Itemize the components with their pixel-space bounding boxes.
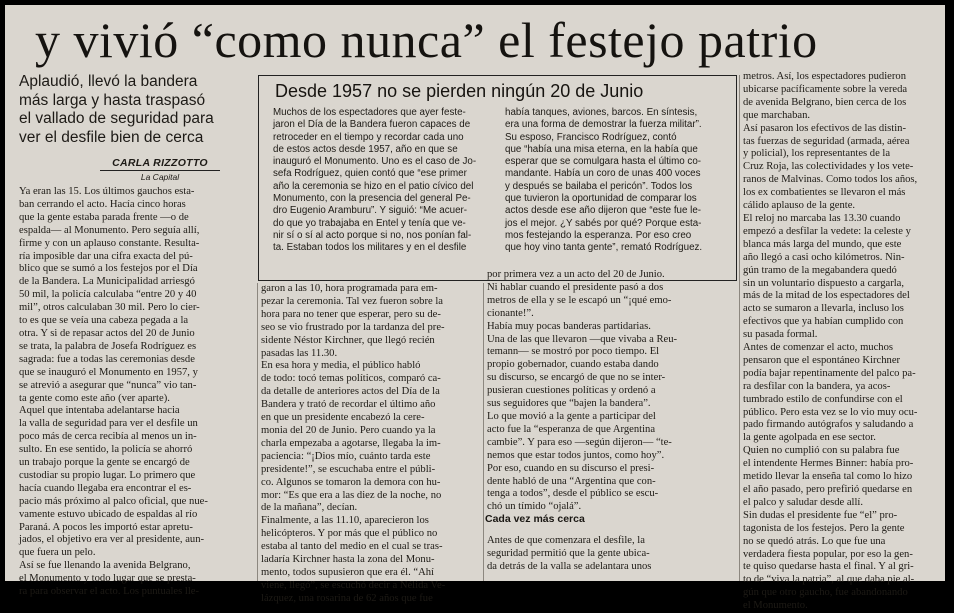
text-line: da detrás de la valla se adelantara unos	[487, 560, 652, 572]
text-line: to es que se veía una cabeza pegada a la	[19, 315, 189, 327]
text-line: ría imposible dar una cifra exacta del pú-	[19, 250, 193, 262]
text-line: Su esposo, Francisco Rodríguez, contó	[505, 131, 677, 143]
text-line: año la ceremonia se hizo en el patio cívico del	[273, 180, 474, 192]
byline	[65, 157, 255, 182]
text-line: 50 mil, la policía calculaba “entre 20 y 40	[19, 289, 197, 301]
text-line: Ya eran las 15. Los últimos gauchos esta-	[19, 186, 195, 197]
text-line: de avenida Belgrano, bien cerca de los	[743, 96, 907, 108]
text-line: Paraná. A pocos les importó estar apretu-	[19, 521, 193, 533]
text-line: sagrada: fue a todas las ceremonias desde	[19, 353, 195, 365]
text-line: Monumento, con la presencia del general Pe-	[273, 193, 471, 205]
subhead: Cada vez más cerca	[485, 513, 585, 525]
text-line: mento, todos supusieron que era él. “Ahí	[261, 566, 434, 578]
text-line: Sin dudas el presidente fue “el” pro-	[743, 509, 898, 521]
byline-publication: La Capital	[140, 172, 180, 182]
text-line: el palco y saludar desde allí.	[743, 496, 864, 508]
text-line: seguridad permitió que la gente ubica-	[487, 547, 650, 559]
text-line: actos desde ese año dijeron que “este fue le-	[505, 205, 702, 217]
text-line: mil”, otros calculaban 30 mil. Pero lo cier-	[19, 302, 200, 314]
text-line: sin un voluntario dispuesto a cargarla,	[743, 277, 905, 289]
text-line: gún que otro gaucho, fue abandonando	[743, 587, 908, 599]
text-line: hora para no tener que esperar, pero su de-	[261, 308, 441, 320]
text-line: to de “viva la patria”, al que daba pie al-	[743, 574, 915, 586]
text-line: Antes de que comenzara el desfile, la	[487, 535, 645, 546]
text-line: paciencia: “¡Dios mío, cuánto tarda este	[261, 450, 431, 462]
text-line: custodiar su propio lugar. Lo primero que	[19, 469, 196, 481]
text-line: tas fuerzas de seguridad (armada, aérea	[743, 135, 910, 147]
text-line: esperar que se comulgara hasta el último co-	[505, 156, 702, 168]
text-line: chó un tímido “ojalá”.	[487, 501, 582, 513]
text-line: acto se sumaron a llevarla, incluso los	[743, 303, 904, 315]
article-column-1	[19, 186, 255, 599]
text-line: charla empezaba a agotarse, llegaba la im-	[261, 437, 441, 449]
text-line: de la mañana”, decían.	[261, 502, 358, 514]
text-line: Había muy pocas banderas partidarias.	[487, 320, 651, 332]
text-line: garon a las 10, hora programada para em-	[261, 283, 438, 294]
text-line: más de la mitad de los espectadores del	[743, 290, 910, 302]
text-line: que tuvieron la oportunidad de comparar los	[505, 193, 697, 205]
text-line: hacía cuando llegaba era encontrar el es-	[19, 482, 192, 494]
text-line: podía bajar repentinamente del palco pa-	[743, 367, 916, 379]
text-line: ra para observar el acto. Los puntuales lle-	[19, 586, 200, 598]
text-line: do que yo trabajaba en Entel y tenía que ve-	[273, 217, 466, 229]
text-line: público. Pero esta vez se lo vio muy ocu-	[743, 406, 918, 418]
text-line: te quiso quedarse hasta el final. Y al gri-	[743, 561, 914, 573]
text-line: pusieran cuestiones políticas y ordenó a	[487, 385, 656, 397]
sidebar-title: Desde 1957 no se pierden ningún 20 de Junio	[275, 81, 644, 101]
text-line: había tanques, aviones, barcos. En síntesis,	[505, 107, 698, 118]
text-line: gún tramo de la megabandera quedó	[743, 264, 897, 276]
text-line: Por eso, cuando en su discurso el presi-	[487, 462, 655, 474]
text-line: da detalle de anteriores actos del Día de la	[261, 386, 440, 398]
text-line: temann— se mostró por poco tiempo. El	[487, 346, 660, 358]
deck-line: Aplaudió, llevó la bandera	[19, 73, 198, 90]
text-line: ban cerrando el acto. Hacía cinco horas	[19, 198, 186, 210]
text-line: tagonista de los festejos. Pero la gente	[743, 522, 905, 534]
text-line: no se quedó atrás. Lo que fue una	[743, 535, 886, 547]
text-line: presidente!”, se escuchaba entre el públi-	[261, 463, 436, 475]
text-line: inauguró el Monumento. Uno es el caso de Jo-	[273, 156, 477, 168]
text-line: el año pasado, pero prefirió quedarse en	[743, 484, 913, 495]
text-line: pezar la ceremonia. Tal vez fueron sobre la	[261, 295, 444, 307]
text-line: Finalmente, a las 11.10, aparecieron los	[261, 515, 429, 527]
text-line: ladaría Kirchner hasta la zona del Monu-	[261, 554, 435, 566]
text-line: sus seguidores que “bajen la bandera”.	[487, 398, 651, 410]
text-line: jos el mejor. ¿Y sabés por qué? Porque esta-	[505, 217, 702, 229]
text-line: un trabajo porque la gente se encargó de	[19, 457, 190, 469]
text-line: año llegó a casi ocho kilómetros. Nin-	[743, 251, 905, 263]
text-line: poco más de cerca recibía al menos un in-	[19, 431, 197, 443]
text-line: jaron el Día de la Bandera fueron capaces de	[273, 119, 471, 131]
text-line: mos festejando la esperanza. Por eso creo	[505, 229, 692, 241]
text-line: que la gente estaba parada frente —o de	[19, 211, 189, 223]
text-line: por primera vez a un acto del 20 de Junio.	[487, 269, 665, 280]
deck-line: el vallado de seguridad para	[19, 110, 214, 127]
text-line: dente habló de una “Argentina que con-	[487, 475, 656, 487]
text-line: lázquez, una rosarina de 62 años que fue	[261, 592, 433, 604]
text-line: viene, llegó”, se escuchó decir a Nélida Ve-	[261, 579, 446, 591]
text-line: En esa hora y media, el público habló	[261, 360, 421, 372]
text-line: la valla de seguridad para ver el desfile un	[19, 418, 198, 430]
column-divider	[257, 283, 258, 581]
text-line: cionante!”.	[487, 307, 534, 319]
text-line: dro Eugenio Aramburu”. Y siguió: “Me acuer-	[273, 205, 468, 217]
headline: y vivió “como nunca” el festejo patrio	[35, 12, 818, 68]
text-line: blanca más larga del mundo, que este	[743, 238, 902, 250]
text-line: Muchos de los espectadores que ayer feste-	[273, 107, 466, 118]
text-line: se atrevió a asegurar que “nunca” vio tan-	[19, 379, 197, 391]
text-line: Antes de comenzar el acto, muchos	[743, 342, 894, 354]
text-line: sefa Rodríguez, quien contó que “ese primer	[273, 168, 467, 180]
sidebar-column-1	[273, 107, 501, 255]
text-line: Ni hablar cuando el presidente pasó a dos	[487, 281, 664, 293]
text-line: efectivos que ya habían cumplido con	[743, 316, 904, 328]
text-line: Lo que movió a la gente a participar del	[487, 410, 656, 422]
text-line: que marchaban.	[743, 109, 811, 121]
text-line: propio gobernador, cuando estaba dando	[487, 359, 659, 371]
text-line: verdadera fiesta popular, por eso la gen-	[743, 548, 913, 560]
text-line: nir sí o sí al acto porque si no, nos ponían fal-	[273, 229, 472, 241]
deck	[19, 73, 254, 147]
text-line: su pasada formal.	[743, 329, 818, 341]
text-line: helicópteros. Y por más que el público no	[261, 528, 438, 540]
text-line: Cruz Roja, las colectividades y los vete-	[743, 161, 914, 173]
text-line: ta gente como este año (ver aparte).	[19, 392, 170, 404]
column-divider	[739, 75, 740, 581]
text-line: blico que se sumó a los festejos por el Día	[19, 263, 198, 275]
text-line: mandante. Había un coro de unas 400 voces	[505, 168, 701, 180]
text-line: metros de ella y se le escapó un “¡qué emo-	[487, 294, 672, 306]
text-line: ta. Estaban todos los militares y en el desfile	[273, 242, 467, 254]
text-line: Así se fue llenando la avenida Belgrano,	[19, 560, 191, 572]
byline-author: CARLA RIZZOTTO	[112, 157, 208, 169]
text-line: cálido aplauso de la gente.	[743, 200, 856, 212]
text-line: el intendente Hermes Binner: había pro-	[743, 458, 914, 470]
text-line: Aquel que intentaba adelantarse hacia	[19, 405, 180, 417]
text-line: que se inauguró el Monumento en 1957, y	[19, 366, 198, 378]
text-line: Quien no cumplió con su palabra fue	[743, 445, 900, 457]
text-line: los ex combatientes se llevaron el más	[743, 187, 906, 199]
text-line: que fuera un pelo.	[19, 547, 96, 559]
text-line: metido llevar la enseña tal como lo hizo	[743, 471, 913, 483]
article-column-4	[743, 71, 943, 613]
text-line: y policial), los representantes de la	[743, 148, 891, 160]
text-line: el Monumento.	[743, 600, 808, 612]
text-line: la gente agolpada en ese sector.	[743, 432, 876, 444]
text-line: el Monumento y todo lugar que se presta-	[19, 573, 196, 585]
text-line: pado firmando autógrafos y saludando a	[743, 419, 914, 431]
text-line: en que un presidente encabezó la cere-	[261, 412, 425, 424]
text-line: pensaron que el espontáneo Kirchner	[743, 354, 901, 366]
byline-divider	[100, 170, 220, 171]
text-line: nemos que estar todos juntos, como hoy”.	[487, 449, 665, 461]
text-line: El reloj no marcaba las 13.30 cuando	[743, 212, 901, 224]
text-line: pacio más próximo al palco oficial, que nue-	[19, 495, 208, 507]
text-line: cambie”. Y para eso —según dijeron— “te-	[487, 436, 672, 448]
text-line: sidente Néstor Kirchner, que llegó recién	[261, 334, 435, 346]
text-line: empezó a desfilar la vedete: la celeste y	[743, 225, 911, 237]
text-line: y después se bailaba el pericón”. Todos los	[505, 180, 693, 192]
text-line: seo se vio frustrado por la tardanza del pre-	[261, 321, 445, 333]
newspaper-clipping	[5, 5, 945, 612]
text-line: otra. Y si de repasar actos del 20 de Junio	[19, 327, 195, 339]
text-line: tenga a todos”, desde el público se escu-	[487, 488, 659, 500]
text-line: metros. Así, los espectadores pudieron	[743, 71, 906, 82]
text-line: que “había una misa eterna, en la había que	[505, 143, 698, 155]
text-line: que hoy vino tanta gente”, remató Rodríguez.	[505, 242, 703, 254]
text-line: de estos actos desde 1957, año en que se	[273, 143, 458, 155]
article-column-2	[261, 283, 481, 606]
text-line: su discurso, se encargó de que no se inter-	[487, 372, 666, 384]
text-line: acto fue la “esperanza de que Argentina	[487, 423, 656, 435]
text-line: se trata, la palabra de Josefa Rodríguez es	[19, 340, 197, 352]
text-line: Así pasaron los efectivos de las distin-	[743, 122, 906, 134]
text-line: sulto. En ese sentido, la policía se ahorró	[19, 444, 193, 456]
text-line: espalda— al Monumento. Pero seguía allí,	[19, 224, 200, 236]
text-line: de la Bandera. La Municipalidad arriesgó	[19, 276, 195, 288]
text-line: mor: “Es que era a las diez de la noche, no	[261, 489, 442, 501]
text-line: tumbrado estilo de confundirse con el	[743, 393, 903, 405]
text-line: vamente estuvo ubicado de espaldas al río	[19, 508, 198, 520]
text-line: de todo: tocó temas políticos, comparó ca-	[261, 373, 441, 385]
deck-line: ver el desfile bien de cerca	[19, 128, 204, 146]
text-line: Bandera y trató de recordar el último año	[261, 399, 436, 411]
column-divider	[483, 283, 484, 581]
text-line: estaba al tanto del medio en el cual se tras-	[261, 541, 443, 553]
text-line: ranos de Malvinas. Como todos los años,	[743, 174, 918, 186]
sidebar-column-2	[505, 107, 733, 255]
text-line: retroceder en el tiempo y recordar cada uno	[273, 131, 464, 143]
text-line: co. Algunos se tomaron la demora con hu-	[261, 476, 441, 488]
text-line: ubicarse pacíficamente sobre la vereda	[743, 83, 908, 95]
deck-line: más larga y hasta traspasó	[19, 91, 206, 109]
text-line: jados, el objetivo era ver al presidente, aun-	[19, 534, 205, 546]
text-line: era una forma de demostrar la fuerza militar”.	[505, 119, 702, 131]
text-line: firme y con un aplauso constante. Resulta-	[19, 237, 200, 249]
text-line: pasadas las 11.30.	[261, 347, 338, 359]
article-column-3-continued	[487, 535, 715, 574]
article-column-3	[487, 269, 715, 514]
text-line: Una de las que llevaron —que vivaba a Reu-	[487, 333, 678, 345]
text-line: monia del 20 de Junio. Pero cuando ya la	[261, 424, 436, 436]
text-line: ra desfilar con la bandera, ya acos-	[743, 380, 891, 392]
